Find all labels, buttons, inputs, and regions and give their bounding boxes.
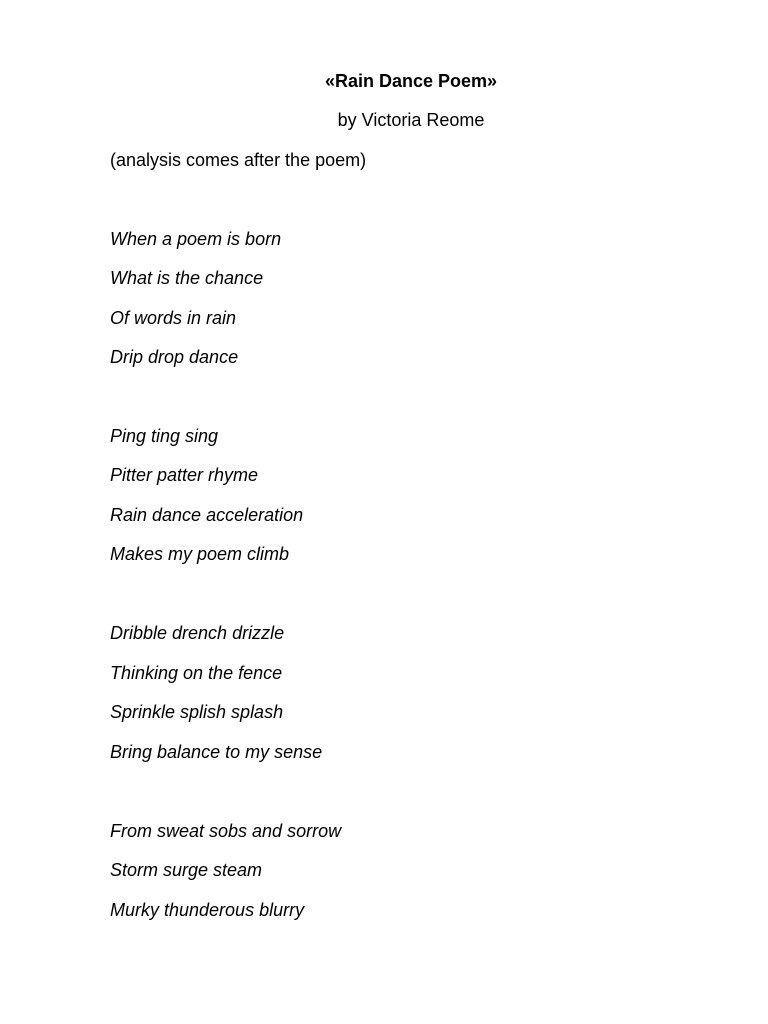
poem-line: Bring balance to my sense: [110, 742, 323, 762]
poem-line: Ping ting sing: [110, 426, 219, 446]
poem-line: Rain dance acceleration: [110, 505, 304, 525]
analysis-note: (analysis comes after the poem): [110, 150, 367, 170]
poem-line: Dribble drench drizzle: [110, 623, 285, 643]
poem-line: Sprinkle splish splash: [110, 702, 284, 722]
poem-author: by Victoria Reome: [337, 110, 485, 130]
poem-line: What is the chance: [110, 268, 264, 288]
poem-title: «Rain Dance Poem»: [324, 71, 498, 91]
poem-line: Makes my poem climb: [110, 544, 290, 564]
poem-line: Of words in rain: [110, 308, 237, 328]
poem-line: Storm surge steam: [110, 860, 263, 880]
poem-line: Pitter patter rhyme: [110, 465, 259, 485]
poem-line: When a poem is born: [110, 229, 282, 249]
poem-line: Thinking on the fence: [110, 663, 283, 683]
poem-line: Murky thunderous blurry: [110, 900, 305, 920]
poem-line: From sweat sobs and sorrow: [110, 821, 342, 841]
poem-line: Drip drop dance: [110, 347, 239, 367]
